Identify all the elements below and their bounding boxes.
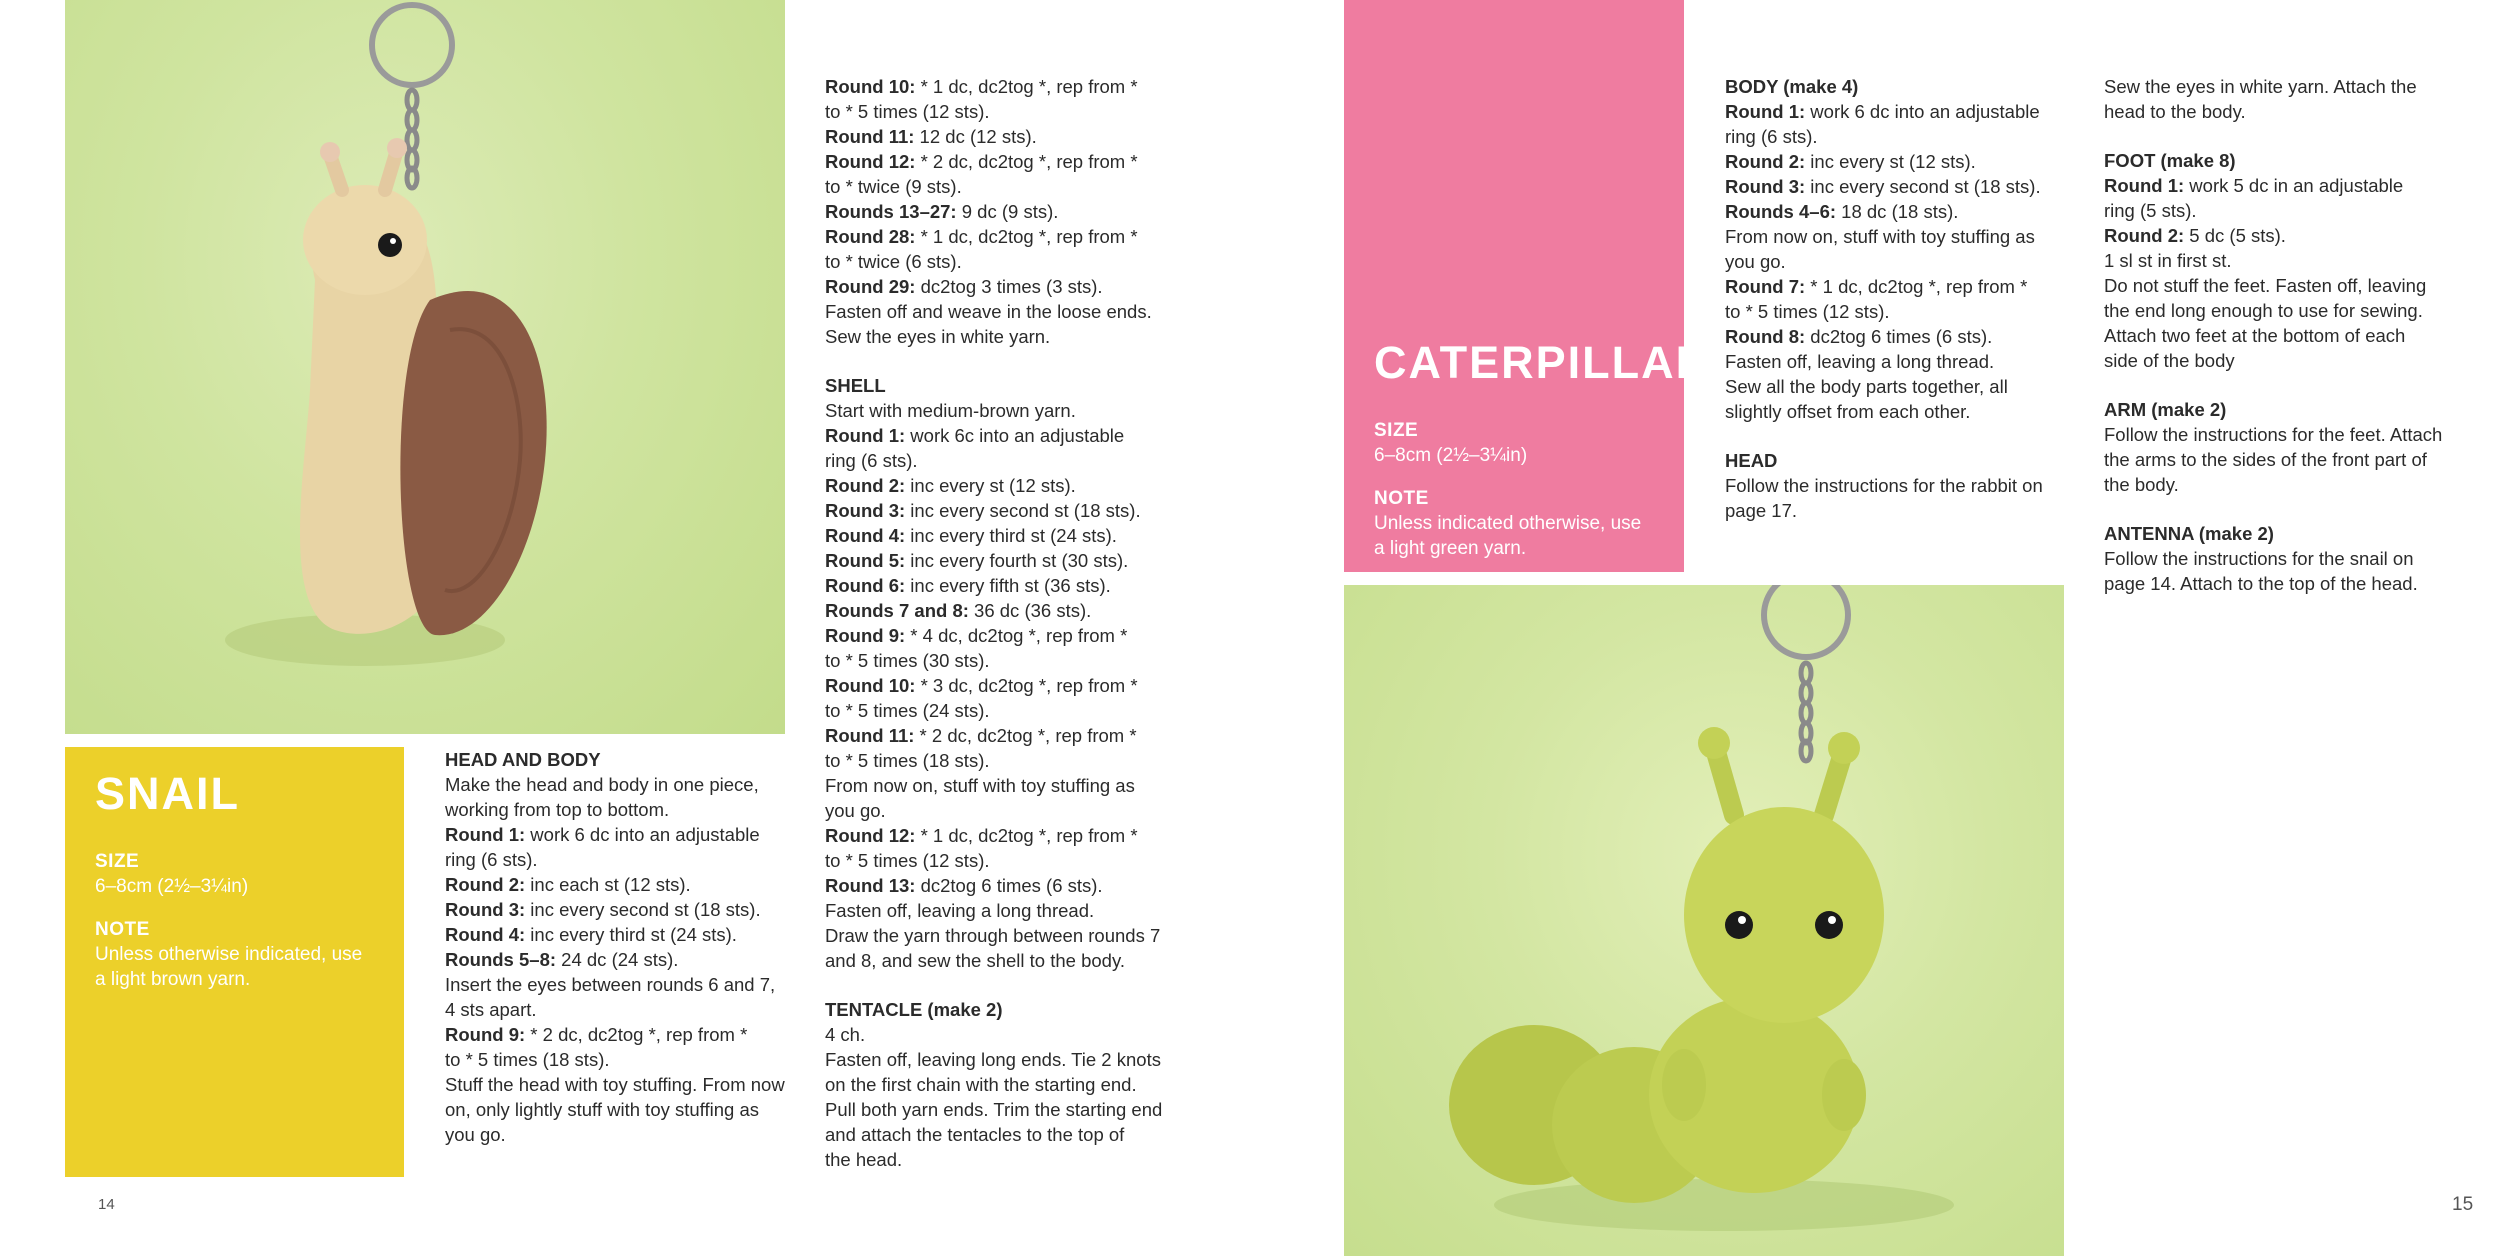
round-label: Round 13:: [825, 875, 916, 896]
caterpillar-instructions-column-2: [2104, 74, 2464, 596]
round-label: Rounds 4–6:: [1725, 201, 1837, 222]
instruction-line: head to the body.: [2104, 101, 2246, 122]
instruction-line: [1725, 99, 2075, 124]
instruction-line: [825, 498, 1180, 523]
round-label: Round 3:: [825, 500, 906, 521]
instruction-line: slightly offset from each other.: [1725, 401, 1971, 422]
round-label: Round 1:: [445, 824, 526, 845]
instruction-line: ring (6 sts).: [1725, 126, 1818, 147]
caterpillar-keyring-illustration: [1344, 585, 2064, 1256]
instruction-text: work 6 dc into an adjustable: [1805, 101, 2040, 122]
instruction-line: Sew all the body parts together, all: [1725, 376, 2008, 397]
round-label: Round 28:: [825, 226, 916, 247]
instruction-line: [445, 1022, 790, 1047]
instruction-text: dc2tog 6 times (6 sts).: [1805, 326, 1993, 347]
round-label: Round 10:: [825, 76, 916, 97]
instruction-text: inc every fifth st (36 sts).: [905, 575, 1111, 596]
instruction-text: * 2 dc, dc2tog *, rep from *: [914, 725, 1137, 746]
round-label: Round 29:: [825, 276, 916, 297]
instruction-text: inc each st (12 sts).: [525, 874, 691, 895]
instruction-text: * 2 dc, dc2tog *, rep from *: [915, 151, 1138, 172]
instruction-line: [825, 149, 1180, 174]
instruction-line: 4 ch.: [825, 1024, 866, 1045]
instruction-line: Follow the instructions for the rabbit on: [1725, 475, 2043, 496]
instruction-line: and attach the tentacles to the top of: [825, 1124, 1125, 1145]
section-heading: BODY (make 4): [1725, 76, 1859, 97]
instruction-line: Follow the instructions for the snail on: [2104, 548, 2414, 569]
instruction-text: dc2tog 3 times (3 sts).: [915, 276, 1103, 297]
instruction-line: 1 sl st in first st.: [2104, 250, 2232, 271]
instruction-line: you go.: [445, 1124, 506, 1145]
instruction-text: inc every fourth st (30 sts).: [905, 550, 1129, 571]
instruction-line: [825, 523, 1180, 548]
section-heading: SHELL: [825, 375, 886, 396]
round-label: Round 2:: [1725, 151, 1806, 172]
instruction-line: [445, 822, 790, 847]
instruction-text: * 1 dc, dc2tog *, rep from *: [915, 825, 1138, 846]
snail-size-label: SIZE: [95, 850, 140, 872]
round-label: Round 7:: [1725, 276, 1806, 297]
round-label: Round 9:: [445, 1024, 526, 1045]
instruction-line: working from top to bottom.: [445, 799, 670, 820]
round-label: Round 4:: [825, 525, 906, 546]
instruction-line: ring (6 sts).: [825, 450, 918, 471]
instruction-text: work 6c into an adjustable: [905, 425, 1125, 446]
instruction-line: From now on, stuff with toy stuffing as: [825, 775, 1135, 796]
instruction-text: 5 dc (5 sts).: [2184, 225, 2286, 246]
instruction-text: * 3 dc, dc2tog *, rep from *: [915, 675, 1138, 696]
instruction-line: Pull both yarn ends. Trim the starting end: [825, 1099, 1163, 1120]
caterpillar-title: CATERPILLAR: [1374, 337, 1711, 388]
instruction-text: inc every third st (24 sts).: [525, 924, 737, 945]
instruction-line: [1725, 149, 2075, 174]
round-label: Round 8:: [1725, 326, 1806, 347]
snail-photo: [65, 0, 785, 734]
snail-note-label: NOTE: [95, 918, 150, 940]
round-label: Round 2:: [445, 874, 526, 895]
instruction-line: ring (6 sts).: [445, 849, 538, 870]
instruction-line: [825, 473, 1180, 498]
instruction-line: the arms to the sides of the front part of: [2104, 449, 2427, 470]
instruction-text: * 1 dc, dc2tog *, rep from *: [915, 76, 1138, 97]
instruction-line: [825, 548, 1180, 573]
instruction-line: page 17.: [1725, 500, 1798, 521]
section-heading: HEAD AND BODY: [445, 749, 601, 770]
caterpillar-note-label: NOTE: [1374, 487, 1429, 509]
snail-instructions-column-1: [445, 747, 790, 1147]
caterpillar-info-block: [1344, 0, 1711, 572]
instruction-line: Fasten off, leaving a long thread.: [825, 900, 1095, 921]
instruction-line: Fasten off, leaving long ends. Tie 2 knots: [825, 1049, 1161, 1070]
instruction-line: to * 5 times (12 sts).: [825, 850, 990, 871]
round-label: Round 10:: [825, 675, 916, 696]
snail-note-value: Unless otherwise indicated, use a light brown yarn.: [95, 943, 363, 990]
instruction-line: Do not stuff the feet. Fasten off, leaving: [2104, 275, 2427, 296]
instruction-line: Sew the eyes in white yarn. Attach the: [2104, 76, 2417, 97]
caterpillar-photo: [1344, 585, 2064, 1256]
section-heading: ANTENNA (make 2): [2104, 523, 2274, 544]
snail-keyring-illustration: [65, 0, 785, 734]
instruction-line: [825, 673, 1180, 698]
instruction-line: From now on, stuff with toy stuffing as: [1725, 226, 2035, 247]
instruction-line: [825, 224, 1180, 249]
instruction-line: Insert the eyes between rounds 6 and 7,: [445, 974, 776, 995]
instruction-line: ring (5 sts).: [2104, 200, 2197, 221]
instruction-line: [825, 423, 1180, 448]
round-label: Round 9:: [825, 625, 906, 646]
instruction-text: dc2tog 6 times (6 sts).: [915, 875, 1103, 896]
instruction-text: 9 dc (9 sts).: [956, 201, 1059, 222]
instruction-line: [445, 872, 790, 897]
instruction-line: to * 5 times (18 sts).: [445, 1049, 610, 1070]
instruction-line: Stuff the head with toy stuffing. From now: [445, 1074, 785, 1095]
round-label: Rounds 13–27:: [825, 201, 957, 222]
section-heading: FOOT (make 8): [2104, 150, 2236, 171]
round-label: Round 11:: [825, 725, 915, 746]
instruction-line: Make the head and body in one piece,: [445, 774, 759, 795]
instruction-text: 36 dc (36 sts).: [968, 600, 1092, 621]
instruction-line: [825, 723, 1180, 748]
instruction-line: to * 5 times (30 sts).: [825, 650, 990, 671]
instruction-text: 24 dc (24 sts).: [556, 949, 679, 970]
instruction-text: inc every third st (24 sts).: [905, 525, 1117, 546]
instruction-text: inc every st (12 sts).: [1805, 151, 1976, 172]
round-label: Round 1:: [1725, 101, 1806, 122]
instruction-text: * 2 dc, dc2tog *, rep from *: [525, 1024, 748, 1045]
instruction-text: inc every second st (18 sts).: [525, 899, 761, 920]
instruction-line: Draw the yarn through between rounds 7: [825, 925, 1161, 946]
instruction-line: Sew the eyes in white yarn.: [825, 326, 1051, 347]
caterpillar-size-value: 6–8cm (2½–3¼in): [1374, 444, 1528, 466]
snail-instructions-column-2: [825, 74, 1180, 1172]
instruction-line: [825, 124, 1180, 149]
instruction-line: you go.: [1725, 251, 1786, 272]
round-label: Round 12:: [825, 151, 916, 172]
instruction-line: you go.: [825, 800, 886, 821]
snail-info-block: [65, 747, 404, 1177]
instruction-line: [1725, 174, 2075, 199]
instruction-line: Follow the instructions for the feet. Attach: [2104, 424, 2443, 445]
round-label: Round 5:: [825, 550, 906, 571]
instruction-text: 12 dc (12 sts).: [914, 126, 1037, 147]
instruction-line: 4 sts apart.: [445, 999, 537, 1020]
snail-title: SNAIL: [95, 768, 240, 819]
instruction-text: work 5 dc in an adjustable: [2184, 175, 2404, 196]
instruction-line: [825, 573, 1180, 598]
instruction-line: Start with medium-brown yarn.: [825, 400, 1076, 421]
round-label: Round 12:: [825, 825, 916, 846]
instruction-text: * 1 dc, dc2tog *, rep from *: [1805, 276, 2028, 297]
round-label: Rounds 7 and 8:: [825, 600, 969, 621]
round-label: Round 6:: [825, 575, 906, 596]
page-number-right: 15: [2452, 1194, 2474, 1215]
caterpillar-note-value: Unless indicated otherwise, use a light green yarn.: [1374, 512, 1642, 559]
instruction-line: [825, 823, 1180, 848]
instruction-line: on the first chain with the starting end.: [825, 1074, 1137, 1095]
instruction-line: [445, 897, 790, 922]
snail-size-value: 6–8cm (2½–3¼in): [95, 875, 249, 897]
section-heading: TENTACLE (make 2): [825, 999, 1003, 1020]
instruction-line: [825, 623, 1180, 648]
instruction-line: Fasten off and weave in the loose ends.: [825, 301, 1152, 322]
instruction-line: to * 5 times (18 sts).: [825, 750, 990, 771]
round-label: Round 4:: [445, 924, 526, 945]
instruction-line: Attach two feet at the bottom of each: [2104, 325, 2406, 346]
caterpillar-size-label: SIZE: [1374, 419, 1419, 441]
instruction-line: [2104, 223, 2464, 248]
instruction-line: [1725, 199, 2075, 224]
instruction-line: [825, 274, 1180, 299]
instruction-line: the body.: [2104, 474, 2179, 495]
instruction-text: inc every st (12 sts).: [905, 475, 1076, 496]
round-label: Round 2:: [825, 475, 906, 496]
instruction-text: * 1 dc, dc2tog *, rep from *: [915, 226, 1138, 247]
instruction-line: [445, 947, 790, 972]
instruction-line: [825, 598, 1180, 623]
section-heading: ARM (make 2): [2104, 399, 2227, 420]
instruction-line: side of the body: [2104, 350, 2235, 371]
round-label: Round 2:: [2104, 225, 2185, 246]
instruction-line: and 8, and sew the shell to the body.: [825, 950, 1125, 971]
instruction-line: [1725, 274, 2075, 299]
instruction-line: to * 5 times (24 sts).: [825, 700, 990, 721]
instruction-text: inc every second st (18 sts).: [905, 500, 1141, 521]
instruction-line: [825, 74, 1180, 99]
instruction-line: [445, 922, 790, 947]
instruction-text: * 4 dc, dc2tog *, rep from *: [905, 625, 1128, 646]
instruction-line: [825, 873, 1180, 898]
instruction-line: [825, 199, 1180, 224]
instruction-line: on, only lightly stuff with toy stuffing as: [445, 1099, 759, 1120]
instruction-line: page 14. Attach to the top of the head.: [2104, 573, 2418, 594]
instruction-line: the end long enough to use for sewing.: [2104, 300, 2423, 321]
instruction-text: work 6 dc into an adjustable: [525, 824, 760, 845]
round-label: Round 1:: [825, 425, 906, 446]
round-label: Round 1:: [2104, 175, 2185, 196]
instruction-line: to * twice (9 sts).: [825, 176, 962, 197]
instruction-text: 18 dc (18 sts).: [1836, 201, 1959, 222]
instruction-line: the head.: [825, 1149, 903, 1170]
instruction-line: to * 5 times (12 sts).: [1725, 301, 1890, 322]
instruction-line: Fasten off, leaving a long thread.: [1725, 351, 1995, 372]
instruction-line: to * twice (6 sts).: [825, 251, 962, 272]
instruction-text: inc every second st (18 sts).: [1805, 176, 2041, 197]
round-label: Round 3:: [445, 899, 526, 920]
caterpillar-instructions-column-1: [1725, 74, 2075, 523]
instruction-line: [1725, 324, 2075, 349]
page-number-left: 14: [98, 1196, 115, 1213]
round-label: Round 11:: [825, 126, 915, 147]
round-label: Round 3:: [1725, 176, 1806, 197]
instruction-line: to * 5 times (12 sts).: [825, 101, 990, 122]
instruction-line: [2104, 173, 2464, 198]
section-heading: HEAD: [1725, 450, 1778, 471]
round-label: Rounds 5–8:: [445, 949, 557, 970]
